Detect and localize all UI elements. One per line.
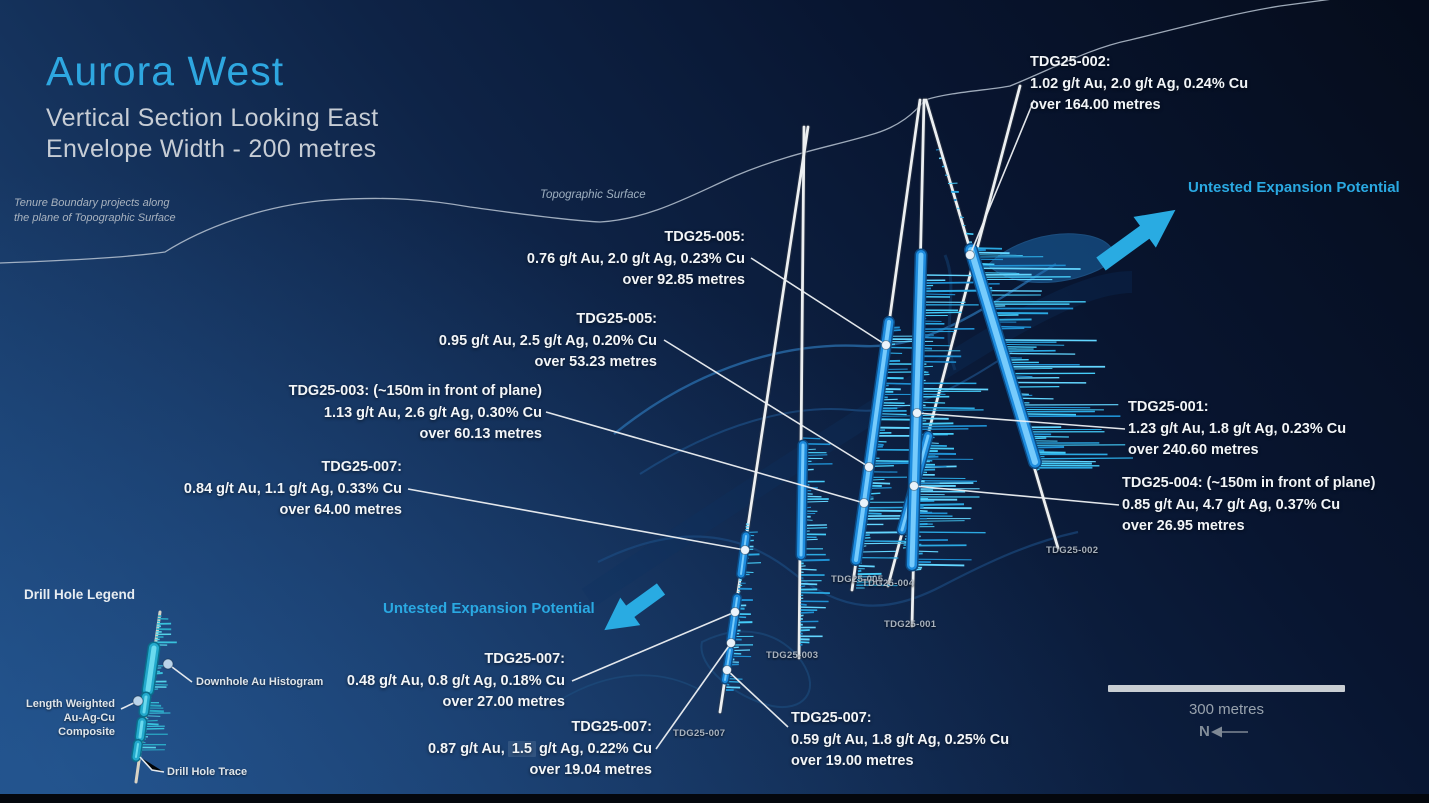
annotation-tdg25-004 (1122, 473, 1375, 538)
histogram-spike (918, 389, 988, 390)
annotation-tdg25-002 (1030, 52, 1248, 117)
histogram-spike (960, 217, 964, 218)
hole-id: TDG25-001: (1128, 399, 1209, 415)
anchor-dot (966, 251, 975, 260)
histogram-spike (872, 461, 911, 462)
interval-line: over 27.00 metres (442, 694, 565, 710)
hole-label-tdg25-001: TDG25-001 (884, 619, 937, 630)
topographic-surface-label: Topographic Surface (540, 189, 646, 201)
histogram-spike (917, 429, 969, 430)
grade-line: 0.84 g/t Au, 1.1 g/t Ag, 0.33% Cu (183, 480, 402, 497)
histogram-spike (859, 566, 875, 567)
anchor-dot (731, 608, 740, 617)
histogram-spike (860, 551, 896, 552)
histogram-spike (803, 438, 820, 439)
grade-line: 0.76 g/t Au, 2.0 g/t Ag, 0.23% Cu (526, 250, 745, 267)
leader-line (914, 486, 1119, 505)
hole-id: TDG25-005: (576, 311, 657, 327)
anchor-dot (882, 341, 891, 350)
histogram-spike (914, 532, 986, 533)
histogram-spike (800, 633, 803, 634)
histogram-spike (1034, 458, 1133, 459)
interval-line: over 19.04 metres (529, 762, 652, 778)
histogram-spike (915, 504, 964, 505)
anchor-dot (727, 639, 736, 648)
anchor-dot (741, 546, 750, 555)
histogram-spike (143, 742, 146, 743)
grade-line: 0.48 g/t Au, 0.8 g/t Ag, 0.18% Cu (346, 672, 565, 689)
tenure-note-line2: the plane of Topographic Surface (14, 211, 176, 224)
histogram-spike (1018, 407, 1090, 408)
grade-suffix: g/t Ag, 0.22% Cu (538, 740, 652, 757)
grade-prefix: 0.87 g/t Au, (427, 740, 505, 757)
hole-label-tdg25-002: TDG25-002 (1046, 545, 1099, 556)
histogram-spike (1037, 469, 1040, 470)
annotation-tdg25-003 (210, 381, 542, 446)
expansion-arrow-icon (1090, 195, 1187, 280)
interval-line: over 19.00 metres (791, 753, 914, 769)
legend-leader-line (140, 757, 164, 772)
legend-histogram-label: Downhole Au Histogram (196, 676, 324, 688)
hole-label-tdg25-003: TDG25-003 (766, 650, 819, 661)
hole-label-tdg25-005: TDG25-005 (831, 574, 884, 585)
histogram-spike (977, 268, 1081, 269)
untested-expansion-label-bottom: Untested Expansion Potential (383, 600, 595, 617)
grade-line: 0.85 g/t Au, 4.7 g/t Ag, 0.37% Cu (1122, 496, 1341, 513)
hole-id: TDG25-004: (~150m in front of plane) (1122, 475, 1376, 491)
hole-id: TDG25-007: (484, 651, 565, 667)
histogram-spike (914, 521, 964, 522)
legend-trace-label: Drill Hole Trace (167, 766, 248, 778)
histogram-spike (1002, 351, 1056, 352)
leader-line (727, 670, 788, 727)
annotation-tdg25-001 (1128, 397, 1346, 462)
hole-label-tdg25-007: TDG25-007 (673, 728, 726, 739)
histogram-spike (739, 585, 743, 586)
interval-line: over 92.85 metres (622, 272, 745, 288)
histogram-spike (801, 560, 829, 561)
legend-title: Drill Hole Legend (24, 587, 136, 602)
scale-bar (1108, 685, 1345, 692)
histogram-spike (801, 586, 805, 587)
histogram-spike (800, 642, 809, 643)
interval-line: over 26.95 metres (1122, 518, 1245, 534)
histogram-spike (966, 234, 973, 235)
tenure-note (14, 196, 176, 225)
histogram-spike (916, 478, 966, 479)
north-label: N (1199, 723, 1210, 740)
histogram-spike (1030, 445, 1126, 446)
hole-id: TDG25-002: (1030, 54, 1111, 70)
legend-composite-label-line1: Length Weighted (25, 698, 115, 710)
interval-line: over 60.13 metres (419, 426, 542, 442)
histogram-spike (1034, 461, 1096, 462)
histogram-spike (984, 291, 1042, 292)
annotation-tdg25-007-087 (320, 717, 652, 782)
histogram-spike (801, 607, 826, 608)
leader-line (751, 258, 886, 345)
legend-composite-bar (140, 722, 142, 737)
grade-line (320, 739, 652, 761)
histogram-spike (913, 565, 964, 566)
hole-id: TDG25-007: (791, 710, 872, 726)
histogram-spike (917, 408, 974, 409)
histogram-spike (801, 584, 817, 585)
histogram-spike (913, 559, 971, 560)
histogram-spike (146, 716, 160, 717)
histogram-spike (801, 612, 815, 613)
untested-expansion-label-top: Untested Expansion Potential (1188, 179, 1400, 196)
grade-line: 1.13 g/t Au, 2.6 g/t Ag, 0.30% Cu (323, 404, 542, 421)
interval-line: over 240.60 metres (1128, 442, 1259, 458)
legend-composite-bar (144, 697, 146, 712)
legend-composite-label-line2: Au-Ag-Cu Composite (58, 712, 115, 738)
envelope-outline (701, 632, 810, 707)
grade-line: 0.95 g/t Au, 2.5 g/t Ag, 0.20% Cu (438, 332, 657, 349)
hole-id: TDG25-007: (321, 459, 402, 475)
legend-composite-dot (133, 696, 143, 706)
anchor-dot (913, 409, 922, 418)
histogram-spike (801, 569, 817, 570)
anchor-dot (910, 482, 919, 491)
composite-interval-bar (801, 445, 803, 555)
hole-id: TDG25-007: (571, 719, 652, 735)
histogram-spike (1020, 414, 1076, 415)
legend-composite-label (19, 697, 115, 739)
anchor-dot (723, 666, 732, 675)
histogram-spike (800, 645, 803, 646)
histogram-spike (858, 571, 861, 572)
tenure-note-line1: Tenure Boundary projects along (14, 197, 170, 209)
histogram-spike (1002, 353, 1075, 354)
grade-line: 1.23 g/t Au, 1.8 g/t Ag, 0.23% Cu (1128, 420, 1347, 437)
legend-histogram-dot (163, 659, 173, 669)
anchor-dot (860, 499, 869, 508)
grade-line: 0.59 g/t Au, 1.8 g/t Ag, 0.25% Cu (791, 731, 1010, 748)
scale-label: 300 metres (1188, 701, 1265, 718)
interval-line: over 53.23 metres (534, 354, 657, 370)
histogram-spike (801, 593, 830, 594)
histogram-spike (976, 265, 1065, 266)
leader-line (970, 100, 1034, 255)
title-block (46, 48, 379, 165)
histogram-spike (920, 312, 962, 313)
histogram-spike (917, 426, 987, 427)
hole-id: TDG25-005: (664, 229, 745, 245)
annotation-tdg25-007-059 (791, 708, 1009, 773)
anchor-dot (865, 463, 874, 472)
north-arrow-icon (1211, 727, 1248, 738)
grade-line: 1.02 g/t Au, 2.0 g/t Ag, 0.24% Cu (1030, 75, 1249, 92)
subtitle-envelope: Envelope Width - 200 metres (46, 135, 377, 163)
hole-label-tdg25-004: TDG25-004 (862, 578, 915, 589)
histogram-spike (1000, 344, 1064, 345)
annotation-tdg25-005-upper (415, 227, 745, 292)
hole-id: TDG25-003: (~150m in front of plane) (288, 383, 542, 399)
envelope-outline (560, 675, 700, 700)
annotation-tdg25-005-lower (325, 309, 657, 374)
histogram-spike (801, 604, 807, 605)
histogram-spike (862, 541, 911, 542)
histogram-spike (801, 566, 806, 567)
leader-line (664, 340, 869, 467)
interval-line: over 164.00 metres (1030, 97, 1161, 113)
interval-line: over 64.00 metres (279, 502, 402, 518)
bottom-edge-bar (0, 794, 1429, 803)
histogram-spike (921, 283, 974, 284)
annotation-tdg25-007-upper (130, 457, 402, 522)
grade-patched-value: 1.5 (508, 741, 536, 757)
page-title: Aurora West (46, 48, 285, 94)
histogram-spike (998, 340, 1096, 341)
subtitle-section: Vertical Section Looking East (46, 104, 379, 132)
